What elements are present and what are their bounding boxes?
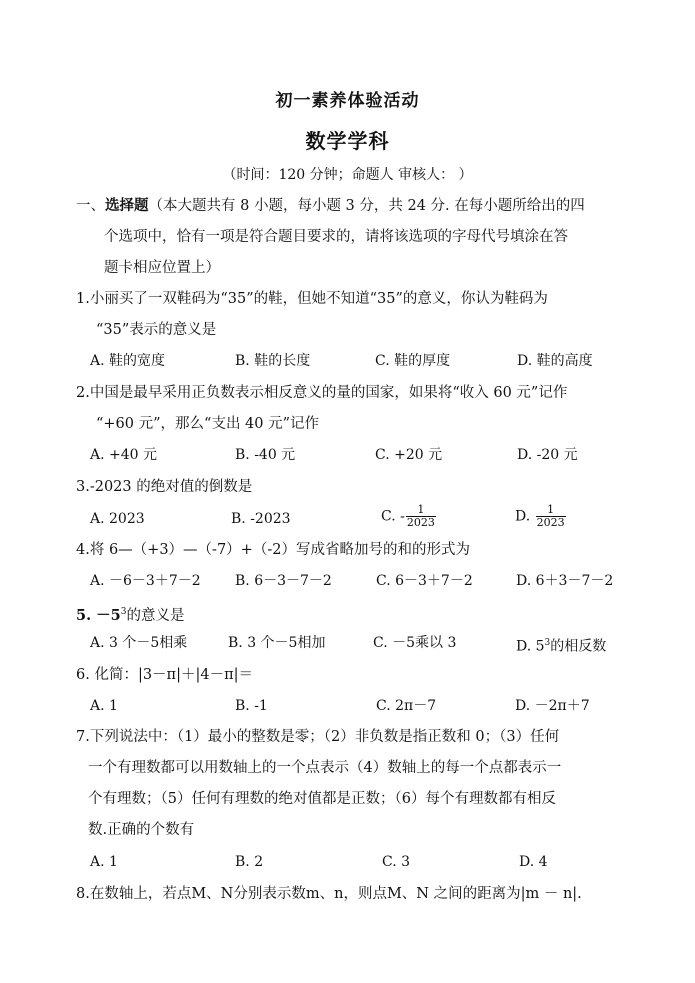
- q7-option-a: A. 1: [90, 854, 118, 870]
- q5-expression: 5. －5: [76, 606, 121, 624]
- question-2-line-2: “+60 元”，那么“支出 40 元”记作: [96, 416, 320, 432]
- q6-option-d: D. －2π＋7: [515, 698, 590, 714]
- q4-option-b: B. 6－3－7－2: [235, 573, 332, 589]
- q7-option-d: D. 4: [519, 854, 548, 870]
- q6-option-c: C. 2π－7: [376, 698, 437, 714]
- q2-option-d: D. -20 元: [517, 447, 578, 463]
- question-2-line-1: 2.中国是最早采用正负数表示相反意义的量的国家，如果将“收入 60 元”记作: [76, 385, 568, 401]
- q1-option-b: B. 鞋的长度: [235, 353, 311, 369]
- q4-option-a: A. －6－3＋7－2: [90, 573, 201, 589]
- q5-text: 的意义是: [126, 607, 185, 624]
- q4-option-d: D. 6＋3－7－2: [516, 573, 614, 589]
- question-6-line-1: 6. 化简：|3－π|＋|4－π|＝: [76, 667, 253, 683]
- question-7-line-1: 7.下列说法中：（1）最小的整数是零；（2）非负数是指正数和 0；（3）任何: [76, 729, 560, 745]
- q3-option-a: A. 2023: [90, 511, 145, 527]
- q5-option-a: A. 3 个－5相乘: [90, 635, 188, 651]
- q5-option-d-base: D. 5: [516, 638, 545, 655]
- q5-option-d-text: 的相反数: [550, 638, 607, 655]
- question-1-line-1: 1.小丽买了一双鞋码为“35”的鞋，但她不知道“35”的意义，你认为鞋码为: [76, 291, 548, 307]
- q3-option-b: B. -2023: [231, 511, 291, 527]
- section-heading: [76, 196, 585, 216]
- q3-option-c: [381, 504, 436, 529]
- q3-option-d: [515, 504, 566, 529]
- q2-option-a: A. +40 元: [90, 447, 158, 463]
- q5-option-c: C. －5乘以 3: [373, 635, 457, 651]
- fraction-denominator: 2023: [536, 516, 565, 529]
- section-name: 选择题: [105, 197, 149, 214]
- q1-option-c: C. 鞋的厚度: [375, 353, 451, 369]
- q5-exponent: 3: [120, 607, 127, 617]
- q1-option-d: D. 鞋的高度: [517, 353, 593, 369]
- q3-option-c-fraction: [406, 504, 436, 529]
- question-8-line-1: 8.在数轴上，若点M、N分别表示数m、n，则点M、N 之间的距离为|m － n|.: [76, 886, 582, 902]
- fraction-numerator: 1: [417, 503, 425, 516]
- question-5-line-1: [76, 602, 185, 626]
- exam-subject: 数学学科: [305, 129, 390, 153]
- q2-option-b: B. -40 元: [235, 447, 296, 463]
- fraction-numerator: 1: [547, 503, 555, 516]
- section-number: 一、: [76, 198, 105, 214]
- exam-info: （时间：120 分钟；命题人 审核人： ）: [222, 167, 473, 183]
- question-1-line-2: “35”表示的意义是: [96, 322, 217, 338]
- question-7-line-2: 一个有理数都可以用数轴上的一个点表示（4）数轴上的每一个点都表示一: [88, 760, 562, 776]
- q5-option-b: B. 3 个－5相加: [228, 635, 326, 651]
- section-desc-3: 题卡相应位置上）: [104, 260, 220, 276]
- section-desc-2: 个选项中，恰有一项是符合题目要求的，请将该选项的字母代号填涂在答: [104, 229, 568, 245]
- q7-option-b: B. 2: [235, 854, 264, 870]
- question-4-line-1: 4.将 6—（+3）—（-7）+（-2）写成省略加号的和的形式为: [76, 542, 470, 558]
- q4-option-c: C. 6－3＋7－2: [376, 573, 473, 589]
- question-3-line-1: 3.-2023 的绝对值的倒数是: [76, 479, 253, 495]
- q3-option-d-prefix: D.: [515, 508, 535, 525]
- q7-option-c: C. 3: [382, 854, 411, 870]
- fraction-denominator: 2023: [406, 516, 435, 529]
- exam-title: 初一素养体验活动: [275, 91, 420, 111]
- q2-option-c: C. +20 元: [375, 447, 443, 463]
- question-7-line-4: 数.正确的个数有: [88, 822, 195, 838]
- q3-option-c-prefix: C. -: [381, 508, 405, 525]
- q5-option-d: [516, 633, 606, 657]
- q6-option-a: A. 1: [90, 698, 118, 714]
- q6-option-b: B. -1: [235, 698, 268, 714]
- q3-option-d-fraction: [536, 504, 566, 529]
- question-7-line-3: 个有理数；（5）任何有理数的绝对值都是正数；（6）每个有理数都有相反: [88, 791, 556, 807]
- q1-option-a: A. 鞋的宽度: [90, 353, 166, 369]
- q5-option-d-exponent: 3: [544, 638, 551, 648]
- section-desc-1: （本大题共有 8 小题，每小题 3 分，共 24 分. 在每小题所给出的四: [148, 198, 585, 214]
